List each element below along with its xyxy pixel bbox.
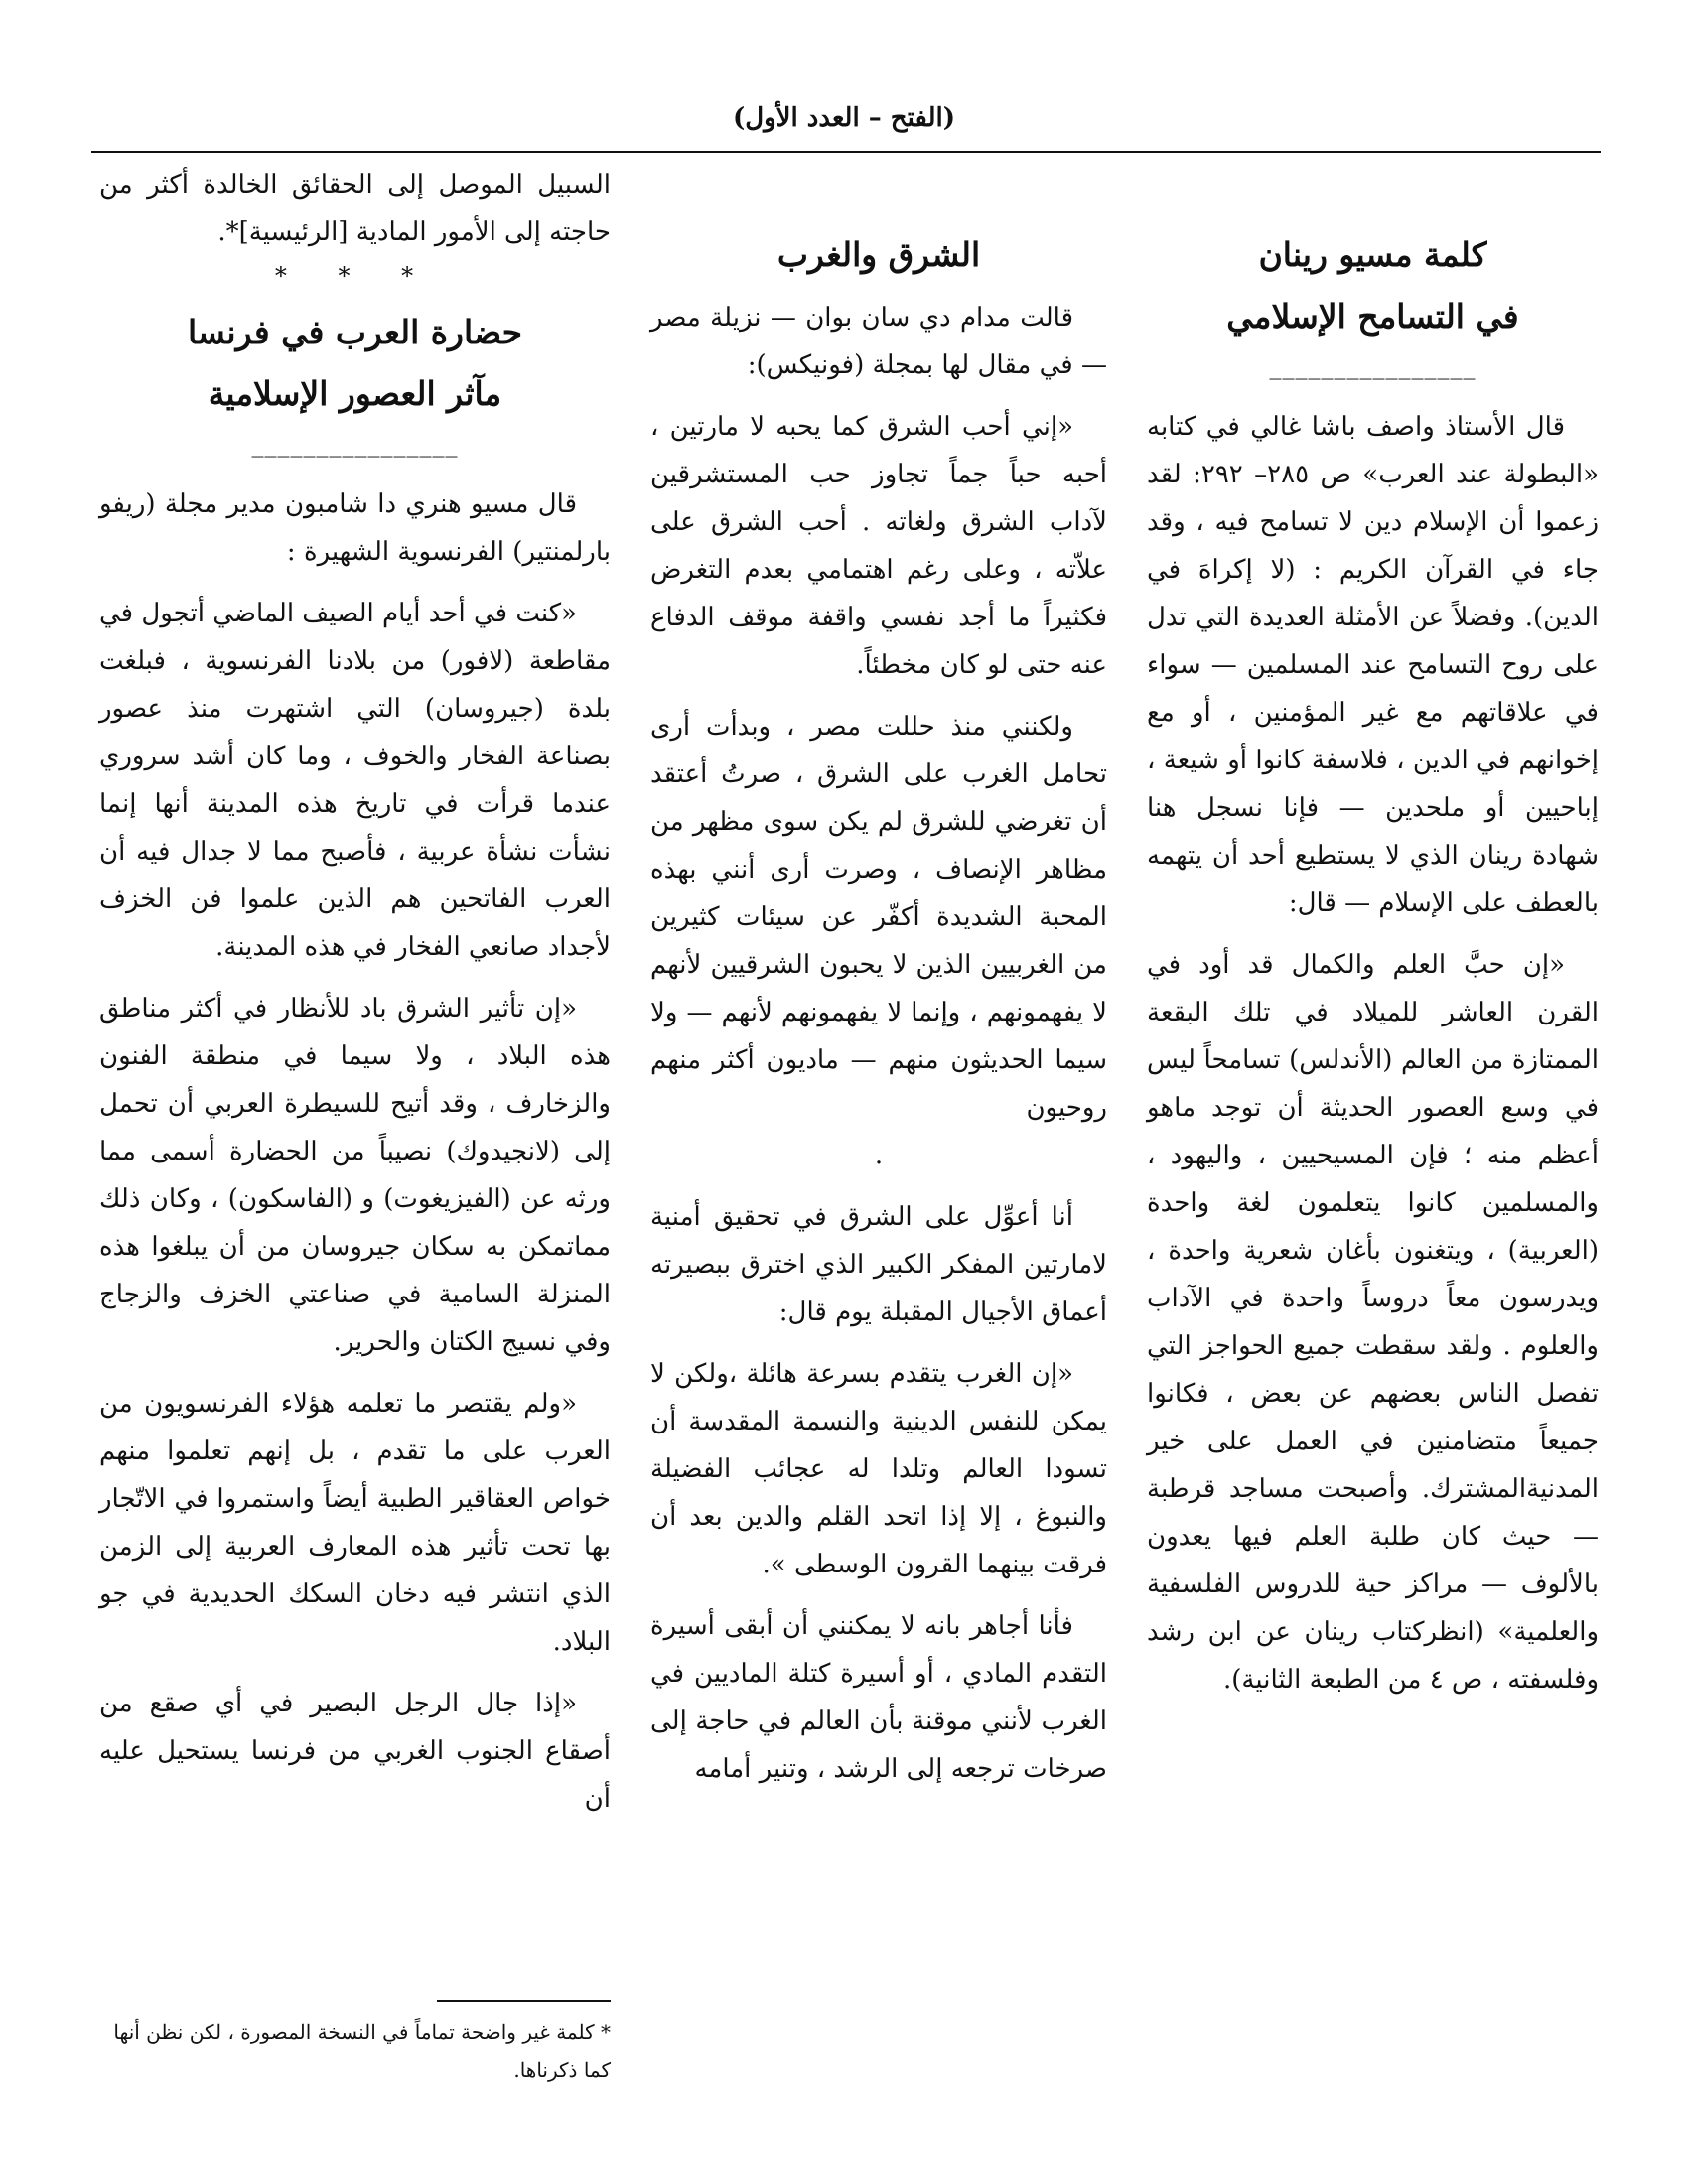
paragraph-trailing-dot: . [874,1141,884,1170]
paragraph: قالت مدام دي سان بوان — نزيلة مصر — في مقال لها بمجلة (فونيكس): [650,303,1107,380]
footnote: * كلمة غير واضحة تماماً في النسخة المصورة ، لكن نظن أنها كما ذكرناها. [113,2020,611,2082]
article-title-east-west: الشرق والغرب [776,235,981,274]
title-separator: ________________ [1269,352,1477,380]
title-separator: ________________ [251,430,459,458]
left-column [99,161,611,1837]
paragraph: «ولم يقتصر ما تعلمه هؤلاء الفرنسويون من العرب على ما تقدم ، بل إنهم تعلموا منهم خواص العقاقير الطبية أيضاً واستمروا في الاتّجار بها تحت تأثير هذه المعارف العربية إلى الزمن الذي انتشر فيه دخان السكك الحديدية في جو البلاد. [99,1389,611,1657]
paragraph: «إذا جال الرجل البصير في أي صقع من أصقاع الجنوب الغربي من فرنسا يستحيل عليه أن [99,1689,611,1814]
article-subtitle-islamic-eras: مآثر العصور الإسلامية [208,374,502,413]
running-header: (الفتح – العدد الأول) [732,103,956,133]
header-rule [91,151,1601,153]
footnote-rule [437,2000,611,2002]
paragraph: «إن الغرب يتقدم بسرعة هائلة ،ولكن لا يمكن للنفس الدينية والنسمة المقدسة أن تسودا العالم وتلدا له عجائب الفضيلة والنبوغ ، إلا إذا اتحد القلم والدين بعد أن فرقت بينهما القرون الوسطى ». [650,1359,1107,1579]
paragraph: فأنا أجاهر بانه لا يمكنني أن أبقى أسيرة التقدم المادي ، أو أسيرة كتلة الماديين في الغرب لأنني موقنة بأن العالم في حاجة إلى صرخات ترجعه إلى الرشد ، وتنير أمامه [650,1611,1107,1784]
right-column [1147,161,1599,1717]
section-stars: * * * [274,262,436,290]
paragraph: «إن تأثير الشرق باد للأنظار في أكثر مناطق هذه البلاد ، ولا سيما في منطقة الفنون والزخارف ، وقد أتيح للسيطرة العربي أن تحمل إلى (لانجيدوك) نصيباً من الحضارة أسمى مما ورثه عن (الفيزيغوت) و (الفاسكون) ، وكان ذلك مماتمكن به سكان جيروسان من أن يبلغوا هذه المنزلة السامية في صناعتي الخزف والزجاج وفي نسيج الكتان والحرير. [99,994,611,1357]
paragraph: «كنت في أحد أيام الصيف الماضي أتجول في مقاطعة (لافور) من بلادنا الفرنسوية ، فبلغت بلدة (جيروسان) التي اشتهرت منذ عصور بصناعة الفخار والخوف ، وما كان أشد سروري عندما قرأت في تاريخ هذه المدينة أنها إنما نشأت نشأة عربية ، فأصبح مما لا جدال فيه أن العرب الفاتحين هم الذين علموا فن الخزف لأجداد صانعي الفخار في هذه المدينة. [99,599,611,962]
paragraph: «إني أحب الشرق كما يحبه لا مارتين ، أحبه حباً جماً تجاوز حب المستشرقين لآداب الشرق ولغاته . أحب الشرق على علاّته ، وعلى رغم اهتمامي بعدم التغرض فكثيراً ما أجد نفسي واقفة موقف الدفاع عنه حتى لو كان مخطئاً. [650,412,1107,680]
article-title-arab-civilization: حضارة العرب في فرنسا [187,313,523,351]
continued-paragraph: السبيل الموصل إلى الحقائق الخالدة أكثر من حاجته إلى الأمور المادية [الرئيسية]*. [99,170,611,247]
paragraph: قال مسيو هنري دا شامبون مدير مجلة (ريفو بارلمنتير) الفرنسوية الشهيرة : [99,489,611,567]
paragraph: قال الأستاذ واصف باشا غالي في كتابه «البطولة عند العرب» ص ٢٨٥– ٢٩٢: لقد زعموا أن الإسلام دين لا تسامح فيه ، وقد جاء في القرآن الكريم : (لا إكراهَ في الدين). وفضلاً عن الأمثلة العديدة التي تدل على روح التسامح عند المسلمين — سواء في علاقاتهم مع غير المؤمنين ، أو مع إخوانهم في الدين ، فلاسفة كانوا أو شيعة ، إباحيين أو ملحدين — فإنا نسجل هنا شهادة رينان الذي لا يستطيع أحد أن يتهمه بالعطف على الإسلام — قال: [1147,412,1600,918]
paragraph: ولكنني منذ حللت مصر ، وبدأت أرى تحامل الغرب على الشرق ، صرتُ أعتقد أن تغرضي للشرق لم يكن سوى مظهر من مظاهر الإنصاف ، وصرت أرى أنني بهذه المحبة الشديدة أكفّر عن سيئات كثيرين من الغربيين الذين لا يحبون الشرقيين لأنهم لا يفهمونهم ، وإنما لا يفهمونهم لأنهم — ولا سيما الحديثون منهم — ماديون أكثر منهم روحيون [650,712,1107,1123]
middle-column [650,161,1107,1807]
paragraph: «إن حبَّ العلم والكمال قد أود في القرن العاشر للميلاد في تلك البقعة الممتازة من العالم (الأندلس) تسامحاً ليس في وسع العصور الحديثة أن توجد ماهو أعظم منه ؛ فإن المسيحيين ، واليهود ، والمسلمين كانوا يتعلمون لغة واحدة (العربية) ، ويتغنون بأغان شعرية واحدة ، ويدرسون معاً دروساً واحدة في الآداب والعلوم . ولقد سقطت جميع الحواجز التي تفصل الناس بعضهم عن بعض ، فكانوا جميعاً متضامنين في العمل على خير المدنيةالمشترك. وأصبحت مساجد قرطبة — حيث كان طلبة العلم فيها يعدون بالألوف — مراكز حية للدروس الفلسفية والعلمية» (انظركتاب رينان عن ابن رشد وفلسفته ، ص ٤ من الطبعة الثانية). [1147,950,1599,1695]
article-title-renan: كلمة مسيو رينان [1258,235,1487,274]
article-subtitle-renan: في التسامح الإسلامي [1226,297,1519,336]
paragraph: أنا أعوِّل على الشرق في تحقيق أمنية لامارتين المفكر الكبير الذي اخترق ببصيرته أعماق الأجيال المقبلة يوم قال: [650,1202,1107,1327]
